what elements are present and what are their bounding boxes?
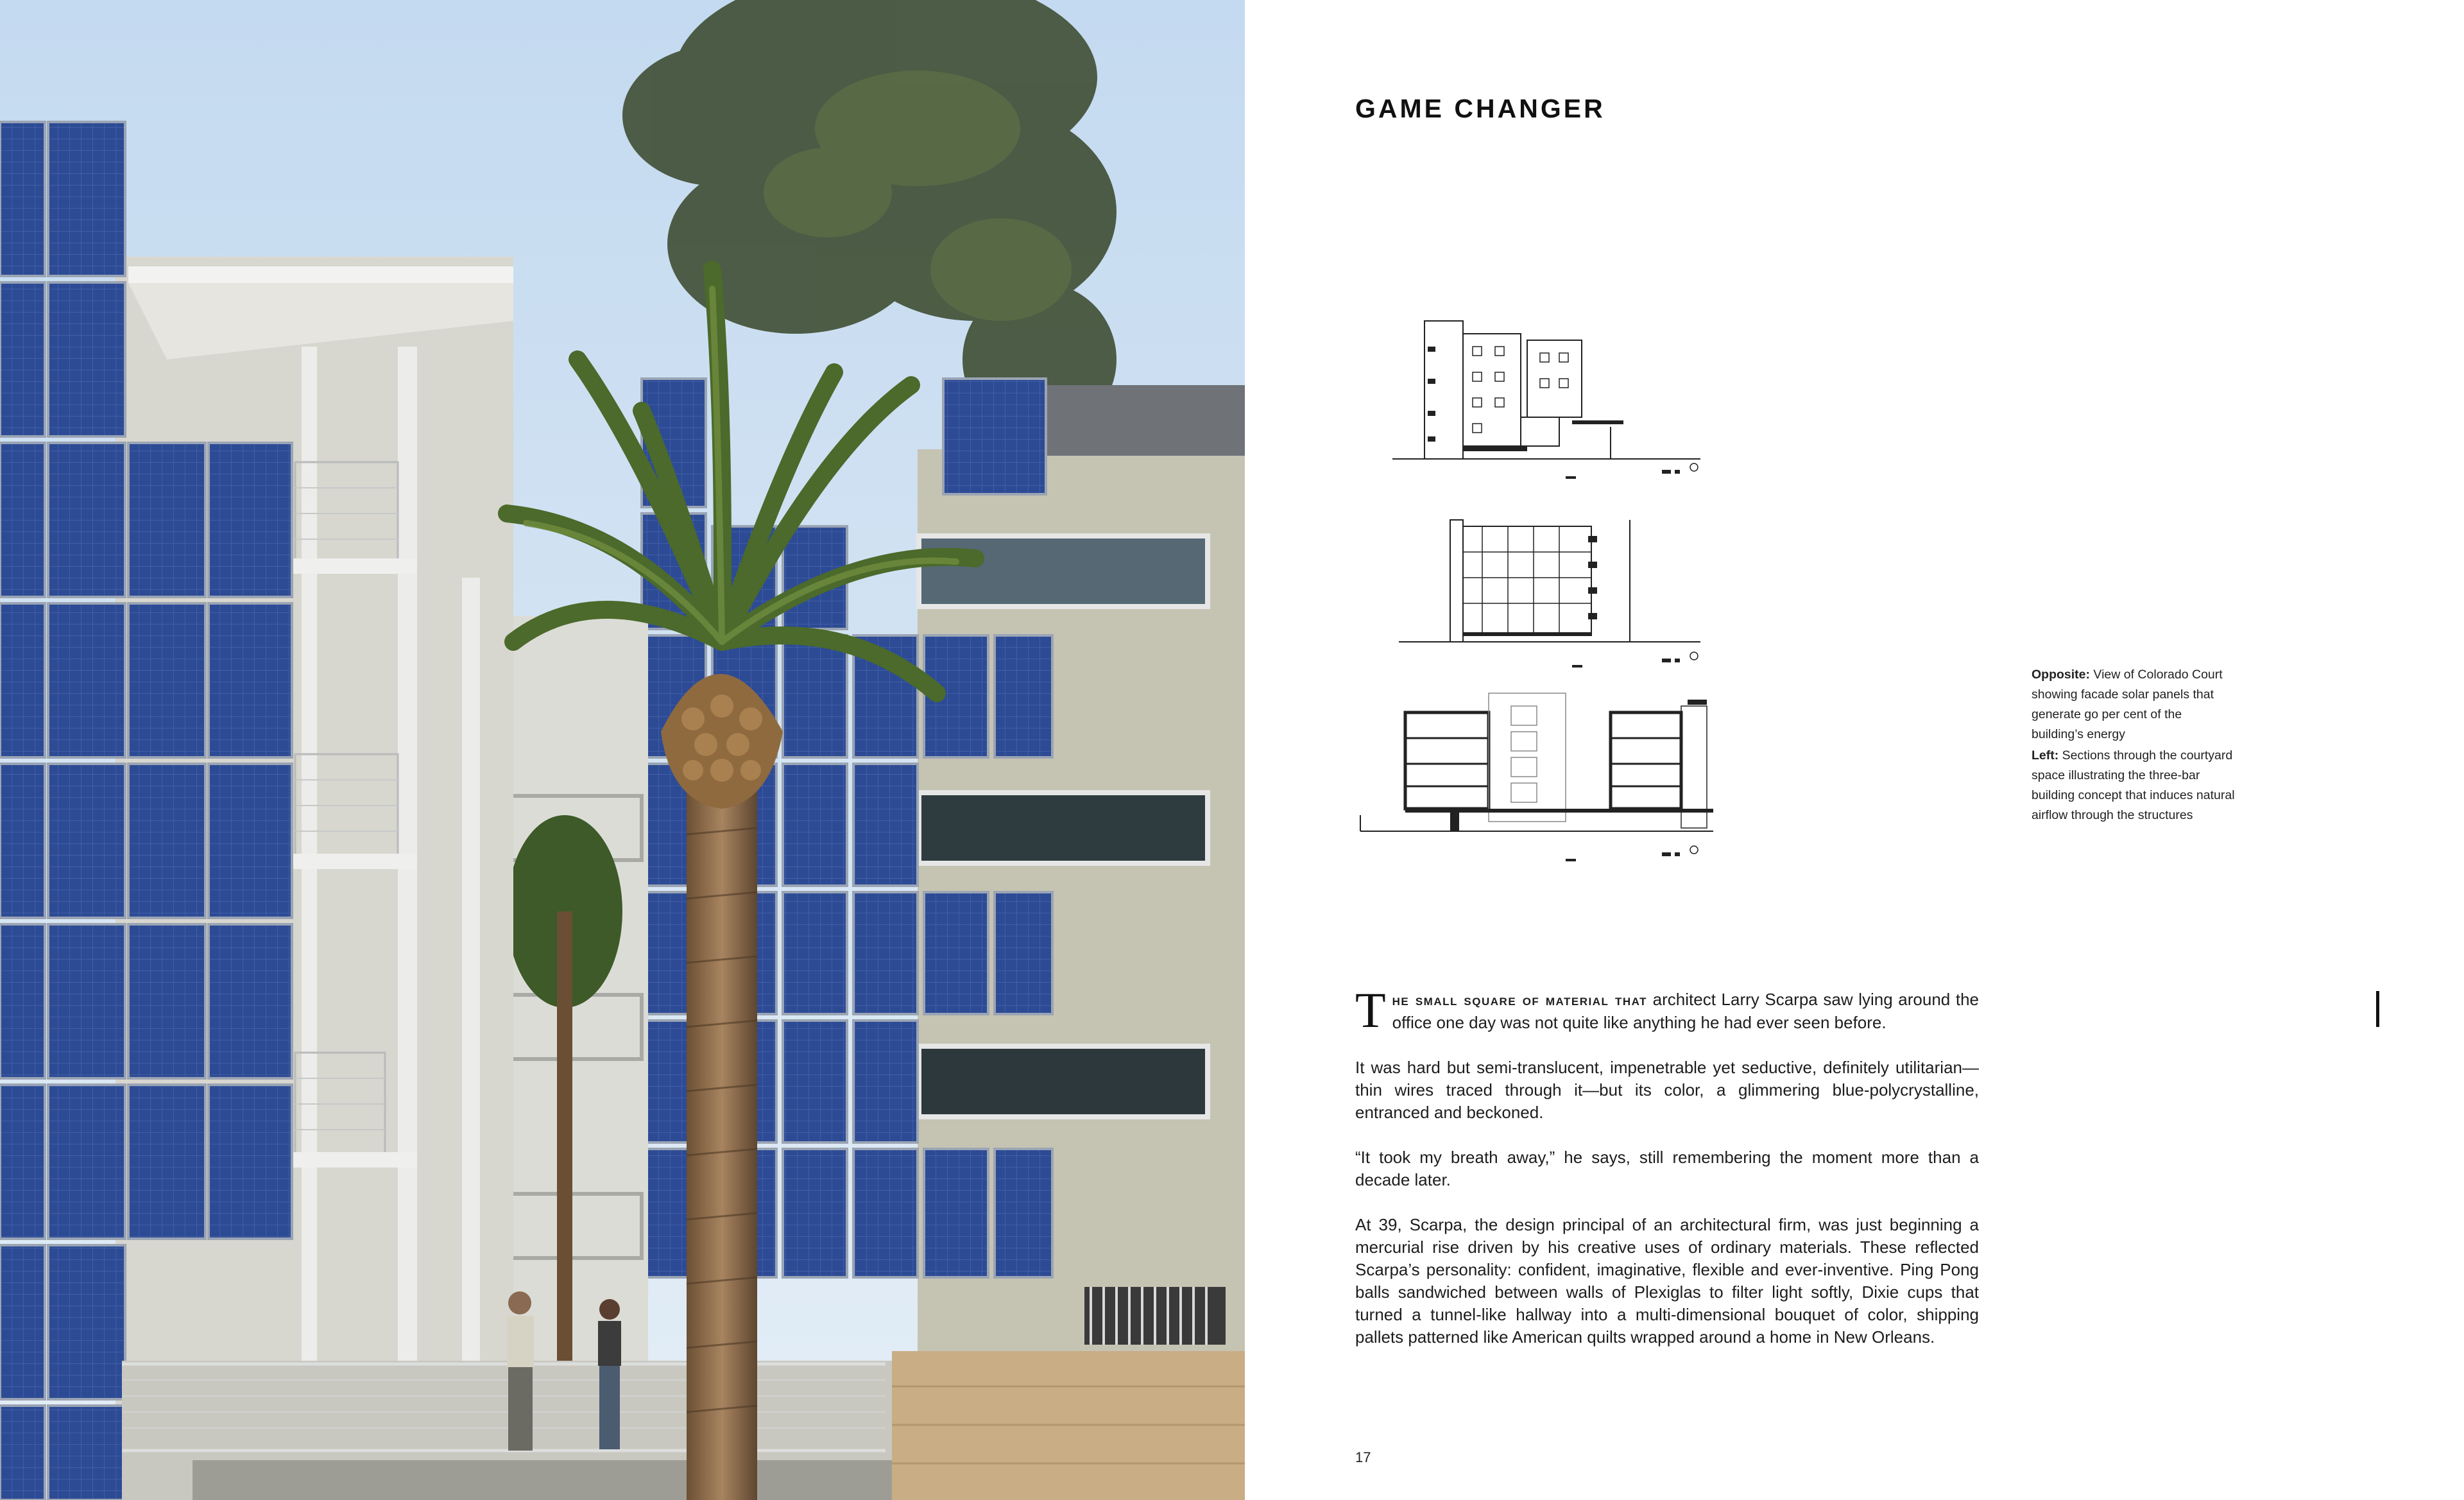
drop-cap: T xyxy=(1355,982,1386,1038)
text-cursor-icon xyxy=(2376,991,2379,1027)
article-body xyxy=(1355,982,1979,1371)
figure-caption xyxy=(2032,665,2237,827)
section-drawing-3 xyxy=(1354,687,1726,873)
lead-in-smallcaps: he small square of material that xyxy=(1392,992,1648,1009)
paragraph-3: “It took my breath away,” he says, still remembering the moment more than a decade later. xyxy=(1355,1148,1979,1189)
paragraph-2: It was hard but semi-translucent, impenetrable yet seductive, definitely utilitarian—thin wires traced through it—but its color, a glimmering blue-polycrystalline, entranced and beckoned. xyxy=(1355,1058,1979,1122)
paragraph-1: The small square of material that architect Larry Scarpa saw lying around the office one day was not quite like anything he had ever seen before. xyxy=(1355,982,1979,1038)
page-title: GAME CHANGER xyxy=(1355,94,1605,123)
elevation-drawing-2 xyxy=(1354,507,1713,674)
caption-left: Left: Sections through the courtyard space illustrating the three-bar building concept that induces natural airflow through the structures xyxy=(2032,748,2235,822)
page-number: 17 xyxy=(1355,1449,1371,1465)
caption-opposite: Opposite: View of Colorado Court showing facade solar panels that generate go per cent of the building’s energy xyxy=(2032,668,2223,741)
elevation-drawing-1 xyxy=(1354,308,1713,494)
paragraph-4: At 39, Scarpa, the design principal of an architectural firm, was just beginning a mercurial rise driven by his creative uses of ordinary materials. These reflected Scarpa’s personality: confident, imaginative, flexible and ever-inventive. Ping Pong balls sandwiched between walls of Plexiglas to filter light softly, Dixie cups that turned a tunnel-like hallway into a multi-dimensional bouquet of color, shipping pallets patterned like American quilts wrapped around a home in New Orleans. xyxy=(1355,1215,1979,1347)
